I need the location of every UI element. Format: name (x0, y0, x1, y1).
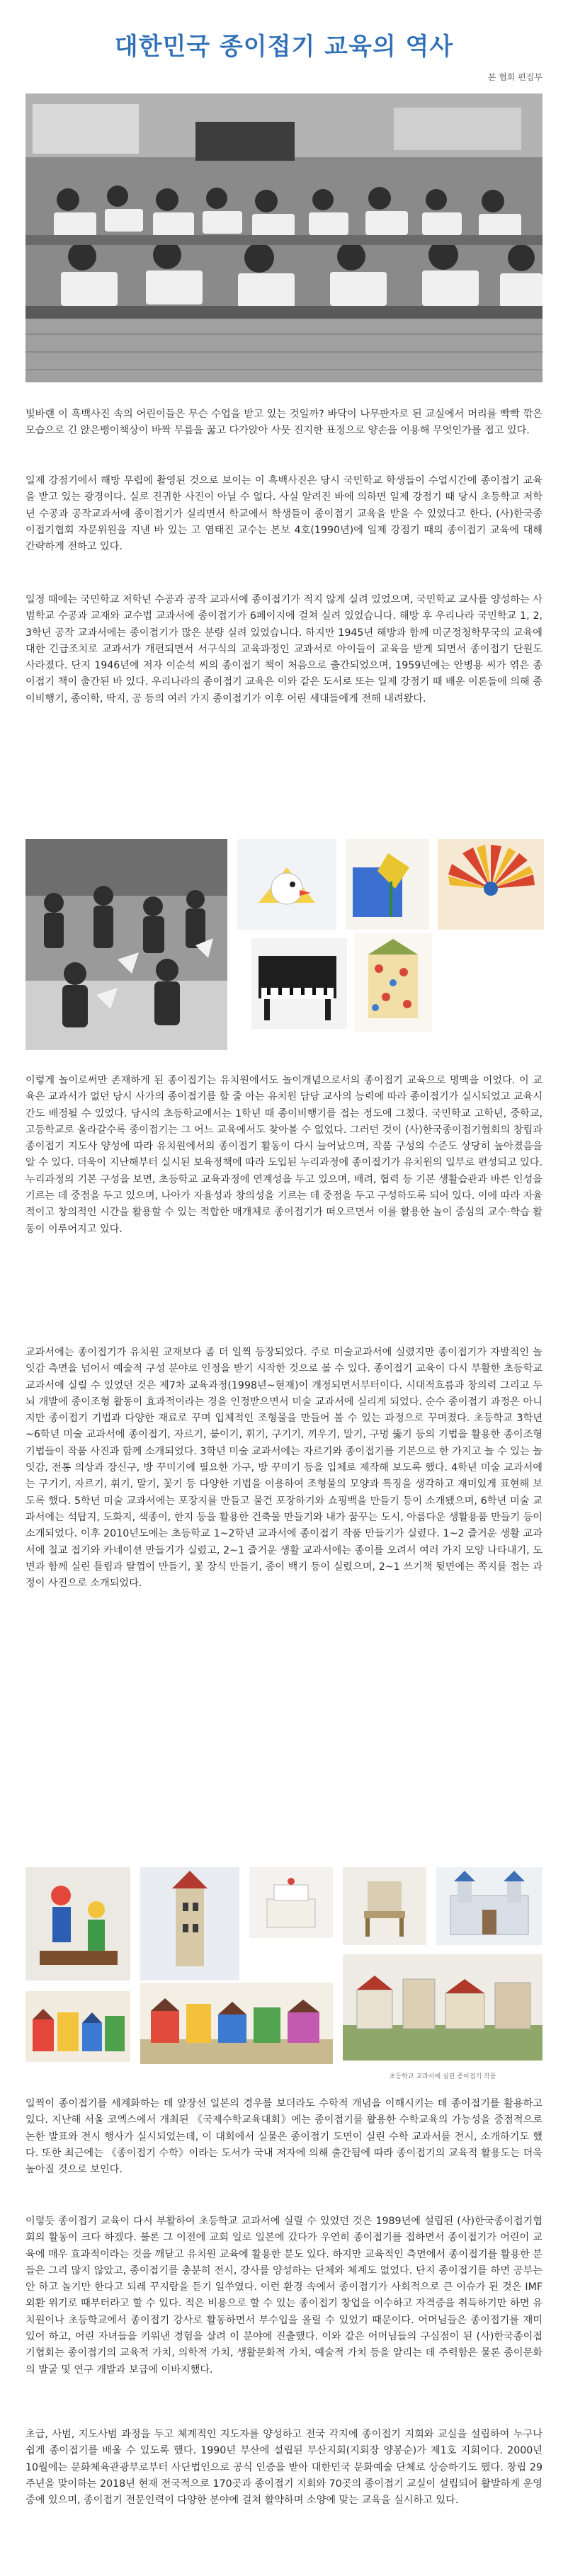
paragraph-1: 빛바랜 이 흑백사진 속의 어린이들은 무슨 수업을 받고 있는 것일까? 바닥이 나무판자로 된 교실에서 머리를 빡빡 깎은 모습으로 긴 앉은뱅이책상이 바짝 무릎을 꿇고 다가앉아 사뭇 진지한 표정으로 양손을 이용해 무엇인가를 접고 있다. (25, 409, 543, 437)
tower-origami-photo (140, 1867, 239, 1981)
box-house-origami-photo (354, 933, 432, 1032)
paragraph-4: 이렇게 놀이로써만 존재하게 된 종이접기는 유치원에서도 놀이개념으로서의 종이접기 교육으로 명맥을 이었다. 이 교육은 교과서가 없던 당시 사가의 종이접기를 할 줄 아는 유치원 담당 교사의 능력에 따라 종이접기가 실시되었고 교육시간도 배정될 수 있었다. 당시의 초등학교에서는 1학년 때 종이비행기를 접는 정도에 그쳤다. 국민학교 고학년, 중학교, 고등학교로 올라갈수록 종이접기는 그 어느 교육에서도 찾아볼 수 없었다. 그러던 것이 (사)한국종이접기협회의 창립과 종이접기 지도사 양성에 따라 유치원에서의 종이접기 활동이 다시 늘어났으며, 작품 구성의 수준도 상당히 높아졌음을 알 수 있다. 더욱이 지난해부터 실시된 보육정책에 따라 도입된 누리과정에 종이접기가 유치원의 일부로 편성되고 있다. 누리과정의 기본 구성을 보면, 초등학교 교육과정에 연계성을 두고 있으며, 배려, 협력 등 기본 생활습관과 바른 인성을 기르는 데 중점을 두고 있으며, 나아가 자율성과 창의성을 기르는 데 중점을 두고 구성하도록 되어 있다. 이에 따라 자율적이고 창의적인 시간을 활용할 수 있는 적합한 매개체로 종이접기가 떠오르면서 이를 활용한 놀이 중심의 교수·학습 활동이 이루어지고 있다. (25, 1075, 543, 1235)
bird-origami-photo (237, 839, 336, 930)
colorful-village-origami-photo (140, 1983, 333, 2064)
town-origami-photo (25, 1991, 130, 2062)
byline: 본 협회 편집부 (487, 72, 543, 82)
classroom-photo (25, 93, 543, 382)
paragraph-5: 교과서에는 종이접기가 유치원 교재보다 좀 더 일찍 등장되었다. 주로 미술교과서에 실렸지만 종이접기가 자발적인 놀잇감 측면을 넘어서 예술적 구성 분야로 인정을 받기 시작한 것으로 볼 수 있다. 종이접기 교육이 다시 부활한 초등학교 교과서에 실릴 수 있었던 것은 제7차 교육과정(1998년~현재)이 개정되면서부터이다. 시대적흐름과 창의력 그리고 두뇌 개발에 종이조형 활동이 효과적이라는 경을 인정받으면서 미술 교과서에 실리게 되었다. 순수 종이접기 과정은 아니지만 종이접기 기법과 다양한 재료로 꾸며 입체적인 조형물을 만들어 볼 수 있는 과정으로 꾸며졌다. 초등학교 3학년~6학년 미술 교과서에 종이접기, 자르기, 붙이기, 휘기, 구기기, 끼우기, 말기, 구멍 뚫기 등의 기법을 활용한 종이조형기법들이 작품 사진과 함께 소개되었다. 3학년 미술 교과서에는 자르기와 종이접기를 기본으로 한 가지고 놀 수 있는 놀잇감, 전통 의상과 장신구, 방 꾸미기에 필요한 가구, 방 꾸미기 등을 입체로 제작해 보도록 했다. 4학년 미술 교과서에는 구기기, 자르기, 휘기, 말기, 꽃기 등 다양한 기법을 이용하여 조형물의 모양과 특징을 생각하고 재미있게 표현해 보도록 했다. 5학년 미술 교과서에는 포장지를 만들고 물건 포장하기와 쇼핑백을 만들기 등이 소개됐으며, 6학년 미술 교과서에는 석탑지, 도화지, 색종이, 한지 등을 활용한 건축물 만들기와 내가 꿈꾸는 도시, 아름다운 생활용품 만들기 등이 소개되었다. 이후 2010년도에는 초등학교 1~2학년 교과서에 종이접기 작품 만들기가 실렸다. 1~2 즐거운 생활 교과서에 칠교 접기와 카네이션 만들기가 실렸고, 2~1 즐거운 생활 교과서에는 종이를 오려서 여러 가지 모양 나타내기, 도면과 함께 실린 틀림과 탈껍이 만들기, 꽃 장식 만들기, 종이 백기 등이 실렸으며, 2~1 쓰기책 뒷면에는 쪽지를 접는 과정이 사진으로 소개되었다. (25, 1347, 543, 1590)
model-city-origami-photo (343, 1954, 543, 2061)
tulip-origami-photo (346, 839, 429, 930)
cake-origami-photo (249, 1867, 333, 1938)
classroom-illustration (25, 93, 543, 382)
article-title: 대한민국 종이접기 교육의 역사 (114, 33, 454, 61)
paragraph-2: 일제 강점기에서 해방 무렵에 촬영된 것으로 보이는 이 흑백사진은 당시 국민학교 학생들이 수업시간에 종이접기 교육을 받고 있는 광경이다. 실로 진귀한 사진이 아닐 수 없다. 사실 알려진 바에 의하면 일제 강점기 때 당시 초등학교 저학년 수공과 공작교과서에 종이접기가 실리면서 학교에서 학생들이 종이접기 교육을 받을 수 있었다고 한다. (사)한국종이접기협회 자문위원을 지낸 바 있는 고 염태진 교수는 본보 4호(1990년)에 일제 강점기 때의 종이접기 교육에 대해 간략하게 전하고 있다. (25, 475, 543, 553)
crafts-caption: 초등학교 교과서에 실린 종이접기 작품 (389, 2073, 496, 2080)
figure-origami-photo (25, 1867, 130, 1981)
paragraph-7: 이렇듯 종이접기 교육이 다시 부활하여 초등학교 교과서에 실릴 수 있었던 것은 1989년에 설립된 (사)한국종이접기협회의 활동이 크다 하겠다. 불론 그 이전에 교회 일로 일본에 갔다가 우연히 종이접기를 접하면서 종이접기가 어린이 교육에 매우 효과적이라는 것을 깨닫고 유치원 교육에 활용한 분도 있다. 하지만 교육적인 측면에서 종이접기를 활용한 분들은 그리 많지 않았고, 종이접기를 충분히 전시, 강사를 양성하는 단체와 체계도 없었다. 단지 종이접기를 하면 공부는 안 하고 놀기만 한다고 되레 꾸지람을 듣기 일쑤였다. 이런 환경 속에서 종이접기가 사회적으로 큰 이슈가 된 것은 IMF 외환 위기로 때부터라고 할 수 있다. 적은 비용으로 할 수 있는 종이접기 창업을 이수하고 자격증을 취득하기만 하면 유치원이나 초등학교에서 종이접기 강사로 활동하면서 부수입을 올릴 수 있었기 때문이다. 어머님들은 종이접기를 재미있어 하고, 어린 자녀들을 키워낸 경험을 살려 이 분야에 진출했다. 이와 같은 어머님들의 구심점이 된 (사)한국종이접기협회는 종이접기의 교육적 가치, 의학적 가치, 생활문화적 가치, 예술적 가치 등을 알리는 데 주력함은 물론 종이문화의 발굴 및 연구 개발과 보급에 이바지했다. (25, 2216, 543, 2376)
paragraph-6: 일찍이 종이접기를 세계화하는 데 앞장선 일본의 경우를 보더라도 수학적 개념을 이해시키는 데 종이접기를 활용하고 있다. 지난해 서울 코엑스에서 개최된 《국제수학교육대회》에는 종이접기를 활용한 수학교육의 가능성을 중점적으로 논한 발표와 전시 행사가 실시되었는데, 이 대회에서 실물은 종이접기 도면이 실린 수학 교과서를 전시, 소개하기도 했다. 또한 최근에는 《종이접기 수학》이라는 도서가 국내 저자에 의해 출간됨에 따라 종이접기의 교육적 활용도는 더욱 높아질 것으로 보인다. (25, 2098, 543, 2176)
children-photo (25, 839, 227, 1050)
castle-origami-photo (436, 1867, 543, 1945)
paragraph-3: 일정 때에는 국민학교 저학년 수공과 공작 교과서에 종이접기가 적지 않게 실려 있었으며, 국민학교 교사를 양성하는 사범학교 수공과 교재와 교수법 교과서에 종이접기가 6페이지에 걸쳐 실려 있었습니다. 해방 후 우리나라 국민학교 1, 2, 3학년 공작 교과서에는 종이접기가 많은 분량 실려 있었습니다. 하지만 1945년 해방과 함께 미군정청학무국의 교육에 대한 긴급조치로 교과서가 개편되면서 서구식의 교육과정인 교과서로 아이들이 교육을 받게 되면서 종이접기 단원도 사라졌다. 단지 1946년에 저자 이순석 씨의 종이접기 책이 처음으로 출간되었으며, 1959년에는 안병용 씨가 엮은 종이접기 책이 출간된 바 있다. 우리나라의 종이접기 교육은 이와 같은 도서로 또는 일제 강점기 때 배운 이론들에 의해 종이비행기, 종이학, 딱지, 공 등의 여러 가지 종이접기가 이후 어린 세대들에게 전해 내려왔다. (25, 594, 543, 705)
fan-origami-photo (438, 839, 544, 930)
paragraph-8: 초급, 사범, 지도사범 과정을 두고 체계적인 지도자를 양성하고 전국 각지에 종이접기 지회와 교실을 설립하여 누구나 쉽게 종이접기를 배울 수 있도록 했다. 1990년 부산에 설립된 부산지회(지회장 양봉순)가 제1호 지회이다. 2000년 10월에는 문화체육관광부로부터 사단법인으로 공식 인증을 받아 대한민국 문화예술 단체로 상승하기도 했다. 창립 29주년을 맞이하는 2018년 현재 전국적으로 170곳과 종이접기 지회와 70곳의 종이접기 교실이 설립되어 활발하게 운영중에 있으며, 종이접기 전문인력이 다양한 분야에 걸쳐 활약하며 소양에 맞는 교육을 실시하고 있다. (25, 2429, 543, 2507)
piano-origami-photo (251, 938, 347, 1029)
chair-origami-photo (343, 1867, 426, 1945)
